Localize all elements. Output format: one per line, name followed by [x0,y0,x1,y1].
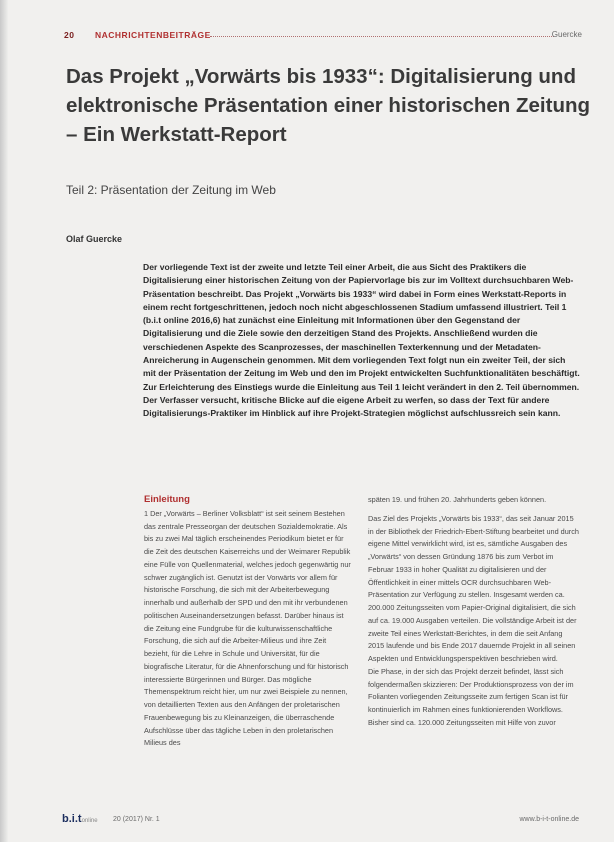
page-number: 20 [64,30,75,40]
abstract-paragraph: Der Verfasser versucht, kritische Blicke auf die eigene Arbeit zu werfen, so dass der Text für andere Digitalisierungs-Praktiker im Hinblick auf ihre Projekt-Strategien möglichst aufschlussreich sein kann. [143,394,561,419]
body-paragraph: späten 19. und frühen 20. Jahrhunderts geben können. [368,495,547,504]
issue-info: 20 (2017) Nr. 1 [113,816,160,823]
article-author: Olaf Guercke [66,234,123,244]
logo-subtext: online [81,818,98,824]
header-rule [210,36,554,37]
header-author: Guercke [551,30,582,39]
body-column-right [368,494,580,730]
page-binding-shadow [0,0,8,842]
logo-text: b.i.t [62,813,82,825]
article-title: Das Projekt „Vorwärts bis 1933“: Digitalisierung und elektronische Präsentation einer historischen Zeitung – Ein Werkstatt-Report [66,65,591,146]
section-heading: Einleitung [144,494,190,505]
section-label: NACHRICHTENBEITRÄGE [95,30,211,40]
body-paragraph: 1 Der „Vorwärts – Berliner Volksblatt“ ist seit seinem Bestehen das zentrale Presseorgan der deutschen Sozialdemokratie. Als bis zu zwei Mal täglich erscheinendes Periodikum bietet er für die Zeit des deutschen Kaiserreichs und der Weimarer Republik eine Fülle von Quellenmaterial, welches jedoch gegenwärtig nur schwer zugänglich ist. Genutzt ist der Vorwärts vor allem für historische Forschung, die sich mit der Arbeiterbewegung innerhalb und außerhalb der SPD und den mit ihr verbundenen politischen Auseinandersetzungen befasst. Darüber hinaus ist die Zeitung eine Fundgrube für die kulturwissenschaftliche Forschung, die sich auf die Arbeiter-Milieus und ihre Zeit bezieht, für die Lehre in Schule und Universität, für die biografische Literatur, für die Ahnenforschung und für historisch interessierte Bürgerinnen und Bürger. Das mögliche Themenspektrum reicht hier, um nur zwei Beispiele zu nennen, von detaillierten Texten aus den Anfängen der proletarischen Frauenbewegung bis zu Kleinanzeigen, die überraschende Aufschlüsse über das tägliche Leben in den proletarischen Milieus des [144,508,351,748]
abstract-paragraph: Der vorliegende Text ist der zweite und letzte Teil einer Arbeit, die aus Sicht des Praktikers die Digitalisierung einer historischen Zeitung von der Papiervorlage bis zur im Volltext durchsuchbaren Web-Präsentation beschreibt. Das Projekt „Vorwärts bis 1933“ wird dabei in Form eines Werkstatt-Reports in einem recht fortgeschrittenen, jedoch noch nicht abgeschlossenen Stadium umfassend illustriert. Teil 1 (b.i.t online 2016,6) hat zunächst eine Einleitung mit Informationen über den Gegenstand der Digitalisierung und die Ziele sowie den derzeitigen Stand des Projekts. Anschließend wurden die verschiedenen Aspekte des Scanprozesses, der maschinellen Texterkennung und der Metadaten-Anreicherung in Augenschein genommen. Mit dem vorliegenden Text folgt nun ein zweiter Teil, der sich mit der Präsentation der Zeitung im Web und den im Projekt entwickelten Suchfunktionalitäten beschäftigt. Zur Erleichterung des Einstiegs wurde die Einleitung aus Teil 1 leicht verändert in den 2. Teil übernommen. [143,262,580,392]
abstract [143,261,580,421]
body-paragraph: Das Ziel des Projekts „Vorwärts bis 1933“, das seit Januar 2015 in der Bibliothek der Friedrich-Ebert-Stiftung bearbeitet und durch eigene Mittel verwirklicht wird, ist es, sämtliche Ausgaben des „Vorwärts“ von dessen Gründung 1876 bis zum Verbot im Februar 1933 in hoher Qualität zu digitalisieren und der Öffentlichkeit in einer mittels OCR durchsuchbaren Web-Präsentation zur Verfügung zu stellen. Insgesamt werden ca. 200.000 Zeitungsseiten vom Papier-Original digitalisiert, die sich auf ca. 19.000 Ausgaben verteilen. Die vollständige Arbeit ist der zweite Teil eines Werkstatt-Berichtes, in dem die seit Anfang 2015 laufende und bis Ende 2017 dauernde Projekt in all seinen Aspekten und Entwicklungsperspektiven beschrieben wird. [368,513,579,663]
body-paragraph: Die Phase, in der sich das Projekt derzeit befindet, lässt sich folgendermaßen skizzieren: Der Produktionsprozess von der im Folianten vorliegenden Zeitungsseite zum fertigen Scan ist für kontinuierlich im Rahmen eines funktionierenden Workflows. Bisher sind ca. 120.000 Zeitungsseiten mit Hilfe von zuvor [368,666,574,727]
journal-logo [62,813,98,825]
article-subtitle: Teil 2: Präsentation der Zeitung im Web [66,183,276,197]
body-column-left [144,494,352,750]
footer-url: www.b-i-t-online.de [519,816,579,823]
